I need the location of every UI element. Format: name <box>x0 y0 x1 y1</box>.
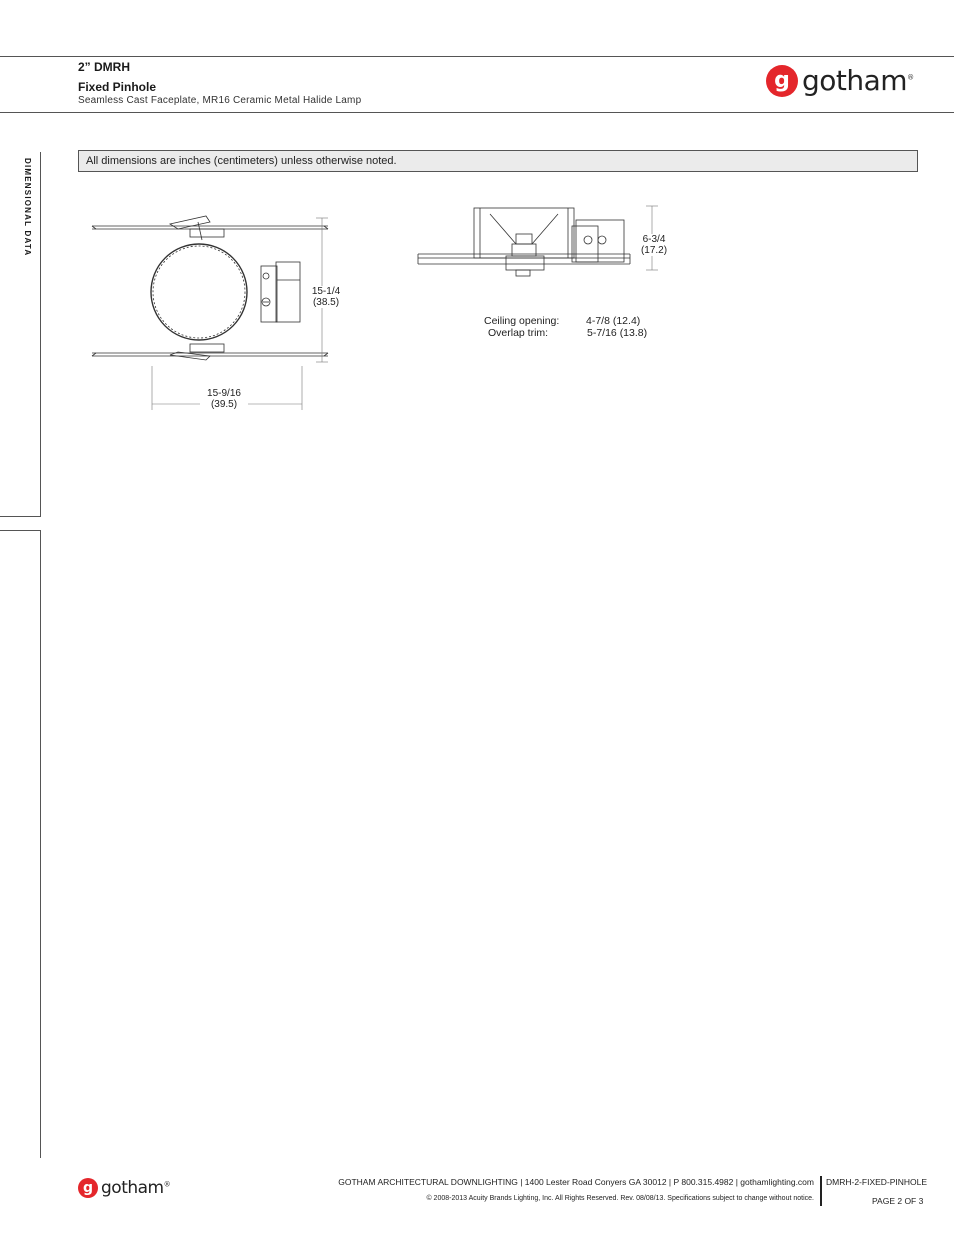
footer-address: GOTHAM ARCHITECTURAL DOWNLIGHTING | 1400 Lester Road Conyers GA 30012 | P 800.315.4982 | gothamlighting.com <box>338 1177 814 1187</box>
plan-width-cm: (39.5) <box>210 399 238 410</box>
header-bottom-rule <box>0 112 954 113</box>
sidebar-section-tab-lower <box>0 530 41 1158</box>
product-title: 2” DMRH <box>78 60 131 74</box>
plan-height-dimension <box>304 286 348 308</box>
elevation-height-dimension <box>634 234 674 256</box>
elevation-height-cm: (17.2) <box>640 245 668 256</box>
header-top-rule <box>0 56 954 57</box>
spec-ceiling-opening-label: Ceiling opening: <box>484 315 560 327</box>
product-description: Seamless Cast Faceplate, MR16 Ceramic Metal Halide Lamp <box>78 95 362 106</box>
footer-copyright: © 2008-2013 Acuity Brands Lighting, Inc. All Rights Reserved. Rev. 08/08/13. Specifications subject to change without notice. <box>426 1195 814 1202</box>
elevation-view-drawing <box>412 200 668 296</box>
gotham-logo-header <box>766 64 914 97</box>
spec-overlap-trim-value: 5-7/16 (13.8) <box>587 327 648 339</box>
sidebar-section-tab <box>0 152 41 517</box>
spec-ceiling-opening <box>484 315 640 327</box>
gotham-logo-icon: g <box>766 65 798 97</box>
product-subtitle: Fixed Pinhole <box>78 80 157 94</box>
spec-overlap-trim <box>488 327 647 339</box>
plan-width-dimension <box>200 388 248 410</box>
spec-ceiling-opening-value: 4-7/8 (12.4) <box>586 315 641 327</box>
plan-height-inches: 15-1/4 <box>311 286 341 297</box>
elevation-height-inches: 6-3/4 <box>642 234 666 245</box>
plan-height-cm: (38.5) <box>312 297 340 308</box>
gotham-wordmark: gotham® <box>802 64 914 97</box>
gotham-logo-icon: g <box>78 1178 98 1198</box>
sidebar-section-label: DIMENSIONAL DATA <box>23 158 32 257</box>
gotham-wordmark: gotham® <box>101 1178 171 1198</box>
footer-divider <box>820 1176 822 1206</box>
footer-document-id: DMRH-2-FIXED-PINHOLE <box>826 1177 928 1187</box>
dimensions-note: All dimensions are inches (centimeters) unless otherwise noted. <box>78 150 918 172</box>
plan-width-inches: 15-9/16 <box>207 388 241 399</box>
gotham-logo-footer <box>78 1178 170 1198</box>
spec-overlap-trim-label: Overlap trim: <box>488 327 549 339</box>
footer-page-number: PAGE 2 OF 3 <box>872 1196 924 1206</box>
